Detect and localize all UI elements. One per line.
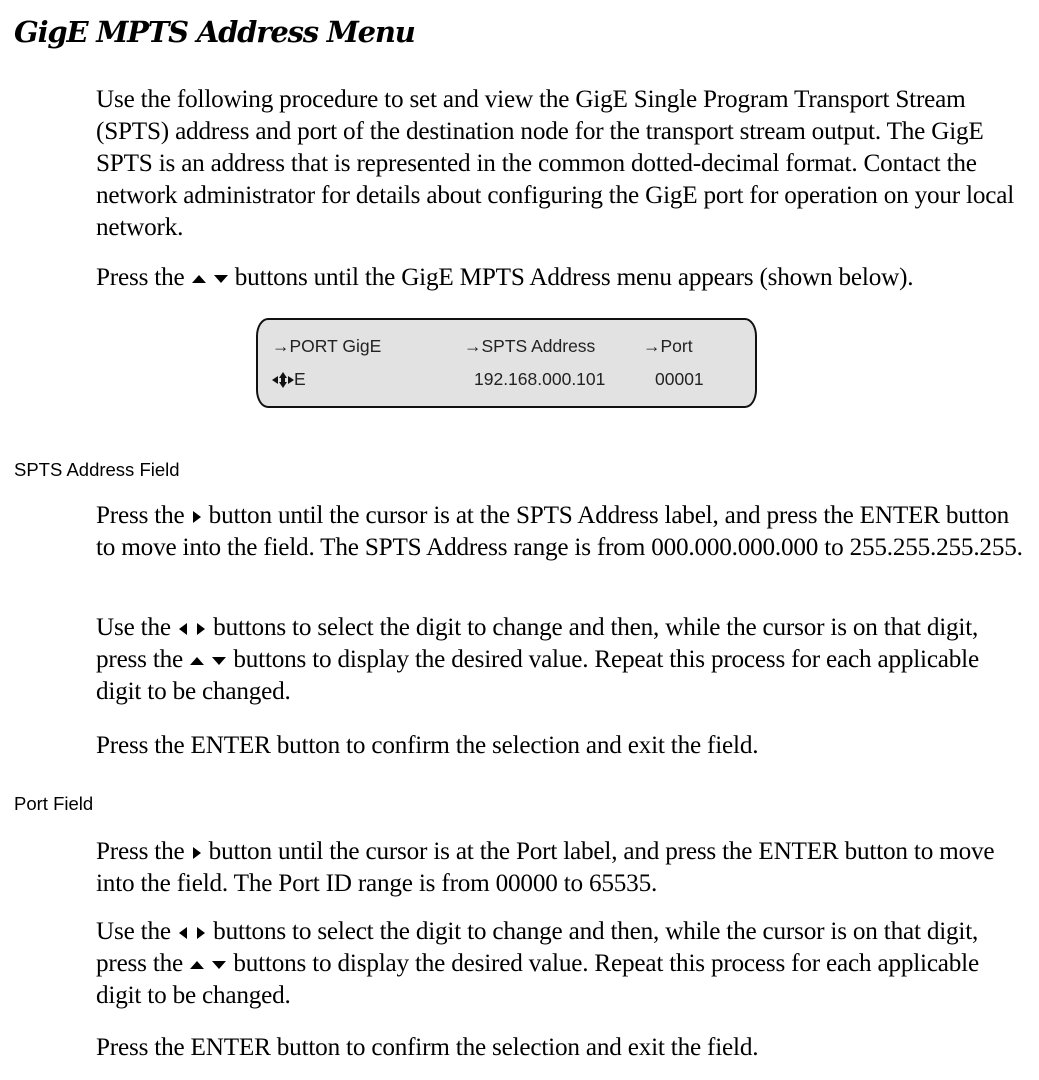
up-arrow-button-icon: [189, 959, 205, 971]
lcd-port-value: 00001: [655, 369, 704, 389]
up-arrow-button-icon: [191, 273, 207, 285]
port-paragraph-1: [96, 836, 1026, 900]
spts-p2-rest: buttons to display the desired value. Repeat this process for each applicable digit to be changed.: [96, 646, 979, 705]
port-p2-middle: buttons to select the digit to change and then, while the cursor is on that digit, press the: [96, 918, 979, 977]
right-arrow-button-icon: [191, 846, 203, 860]
spts-paragraph-1: [96, 500, 1026, 564]
lcd-spts-address-value: 192.168.000.101: [474, 369, 606, 389]
intro-paragraph: Use the following procedure to set and view the GigE Single Program Transport Stream (SPTS) address and port of the destination node for the transport stream output. The GigE SPTS is an address that is represented in the common dotted-decimal format. Contact the network administrator for details about configuring the GigE port for operation on your local network.: [96, 86, 1014, 241]
spts-paragraph-3: Press the ENTER button to confirm the selection and exit the field.: [96, 732, 759, 759]
lcd-spts-address-label: →SPTS Address: [464, 336, 596, 356]
intro-instruction: [96, 262, 1026, 294]
left-arrow-button-icon: [177, 926, 189, 940]
spts-address-heading: SPTS Address Field: [14, 459, 180, 480]
lcd-port-label: →Port: [643, 336, 693, 356]
left-arrow-button-icon: [177, 622, 189, 636]
lcd-display: [256, 318, 757, 408]
down-arrow-button-icon: [213, 273, 229, 285]
lcd-mode-row: [272, 371, 306, 389]
lcd-mode-value: E: [294, 369, 306, 389]
port-p2-rest: buttons to display the desired value. Repeat this process for each applicable digit to be changed.: [96, 950, 979, 1009]
intro-instruction-rest: buttons until the GigE MPTS Address menu appears (shown below).: [234, 264, 914, 291]
spts-p1-rest: button until the cursor is at the SPTS Address label, and press the ENTER button to move into the field. The SPTS Address range is from 000.000.000.000 to 255.255.255.255.: [96, 502, 1023, 561]
spts-p1-lead: Press the: [96, 502, 185, 529]
port-p1-lead: Press the: [96, 838, 185, 865]
right-arrow-button-icon: [195, 622, 207, 636]
port-paragraph-2: [96, 916, 1026, 1012]
right-arrow-button-icon: [195, 926, 207, 940]
spts-p2-middle: buttons to select the digit to change and then, while the cursor is on that digit, press the: [96, 614, 979, 673]
four-way-navigation-icon: [272, 372, 294, 388]
spts-paragraph-2: [96, 612, 1026, 708]
lcd-port-gige-label: →PORT GigE: [272, 336, 382, 356]
down-arrow-button-icon: [211, 959, 227, 971]
right-arrow-button-icon: [191, 510, 203, 524]
port-paragraph-3: Press the ENTER button to confirm the selection and exit the field.: [96, 1034, 759, 1061]
port-p2-lead: Use the: [96, 918, 171, 945]
port-p1-rest: button until the cursor is at the Port label, and press the ENTER button to move into the field. The Port ID range is from 00000 to 65535.: [96, 838, 995, 897]
down-arrow-button-icon: [211, 655, 227, 667]
intro-instruction-lead: Press the: [96, 264, 185, 291]
spts-p2-lead: Use the: [96, 614, 171, 641]
up-arrow-button-icon: [189, 655, 205, 667]
port-field-heading: Port Field: [14, 793, 94, 814]
page-title: GigE MPTS Address Menu: [14, 15, 415, 49]
